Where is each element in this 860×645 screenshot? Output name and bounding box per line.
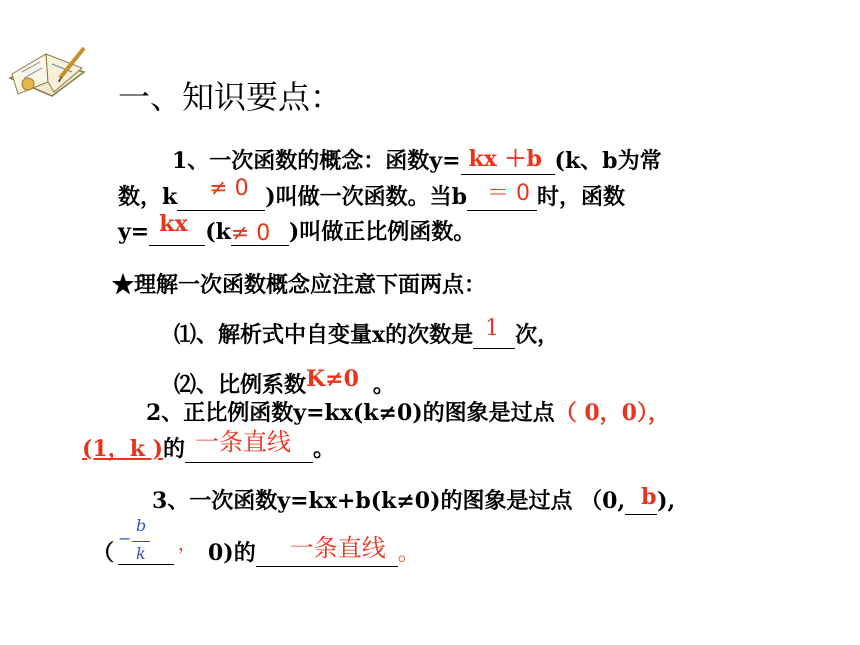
item1-text-g: (k — [205, 219, 231, 245]
item1-text-d: )叫做一次函数。当b — [265, 184, 468, 210]
item1-text-c: 数，k — [118, 184, 178, 210]
item3-answer-line: 一条直线 — [289, 534, 386, 562]
point1-text: ⑴、解析式中自变量x的次数是 — [174, 322, 474, 348]
item1-answer-kx: kx — [159, 211, 188, 237]
item3-blank-b — [625, 484, 657, 515]
item2-line2 — [82, 428, 336, 463]
item1-answer-ne0: ≠ 0 — [209, 176, 249, 201]
item2-after: 的 — [163, 436, 186, 462]
point1-suffix: 次， — [515, 322, 560, 348]
fraction-sign: − — [118, 529, 132, 548]
item3-open: （ — [92, 540, 115, 566]
item1-line1 — [172, 144, 662, 175]
item2-blank-line — [185, 428, 313, 463]
item2-answer-point2: (1，k ) — [82, 436, 164, 462]
fraction-numerator: b — [136, 516, 147, 535]
point2-suffix: 。 — [372, 372, 395, 398]
page-title: 一、知识要点： — [118, 78, 343, 116]
item1-text-h: )叫做正比例函数。 — [288, 219, 476, 245]
item3-blank-line — [256, 534, 398, 567]
item3-text: 3、一次函数y=kx+b(k≠0)的图象是过点 （0, — [152, 488, 626, 514]
fraction-blank — [118, 564, 174, 565]
item3-line1 — [152, 484, 675, 515]
item1-blank-kx — [149, 211, 205, 246]
note-line: ★理解一次函数概念应注意下面两点： — [112, 272, 487, 298]
item2-answer-line: 一条直线 — [195, 428, 292, 456]
item1-answer-ne0b: ≠ 0 — [230, 221, 271, 246]
point2-line — [174, 368, 395, 399]
item3-fraction — [118, 516, 174, 568]
item2-answer-point: （ 0，0）， — [554, 400, 670, 426]
item1-text-f: y= — [118, 219, 150, 245]
item1-text-b: (k、b为常 — [554, 148, 662, 174]
item2-end: 。 — [313, 436, 336, 462]
item2-text: 2、正比例函数y=kx(k≠0)的图象是过点 — [146, 400, 555, 426]
item3-line2 — [92, 536, 114, 567]
item1-text-e: 时，函数 — [537, 184, 626, 210]
item1-text-a: 1、一次函数的概念：函数y= — [172, 148, 461, 174]
item3-zero: 0)的 — [208, 540, 256, 566]
point1-line — [174, 318, 559, 349]
item3-answer-b: b — [641, 484, 657, 510]
item1-line3 — [118, 211, 476, 246]
item1-answer-kxb: kx ＋b — [468, 146, 542, 172]
point1-answer: 1 — [485, 316, 500, 341]
item3-comma: ， — [178, 534, 196, 555]
book-icon — [4, 38, 94, 108]
item3-end: 。 — [397, 541, 420, 566]
item3-close: ), — [657, 488, 676, 514]
item1-answer-eq0: ＝ 0 — [487, 181, 531, 206]
item1-blank-ne0 — [177, 176, 265, 211]
point2-text: ⑵、比例系数 — [174, 372, 307, 398]
item1-blank-kxb — [461, 148, 555, 175]
fraction-bar — [132, 541, 150, 542]
item1-blank-eq0 — [467, 181, 537, 211]
point2-answer: K≠0 — [306, 366, 359, 392]
item1-line2 — [118, 176, 626, 211]
fraction-denominator: k — [136, 544, 146, 563]
item1-blank-ne0b — [231, 219, 289, 246]
point1-blank — [473, 316, 515, 349]
item3-line2b — [208, 536, 420, 567]
